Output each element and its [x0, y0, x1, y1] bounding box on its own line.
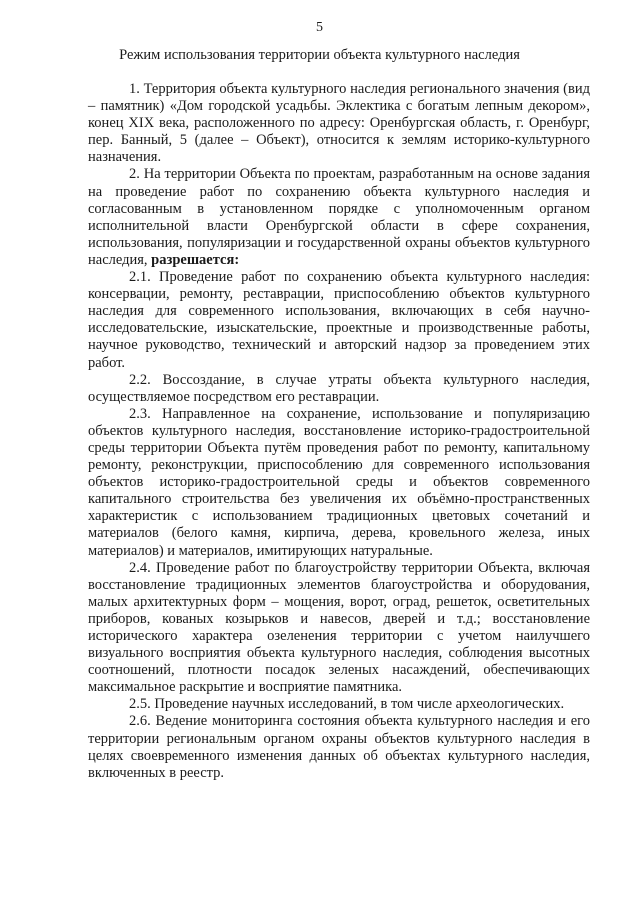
paragraph-text: 2.4. Проведение работ по благоустройству территории Объекта, включая восстановление традиционных элементов благоустройства и оборудования, малых архитектурных форм – мощения, ворот, оград, решеток, осветительных приборов, кованых козырьков и навесов, дверей и т.д.; восстановление исторического характера озеленения территории с учетом наилучшего визуального восприятия объекта культурного наследия, соблюдения высотных соотношений, плотности посадок зеленых насаждений, обеспечивающих максимальное раскрытие и восприятие памятника.	[88, 559, 590, 696]
document-body	[88, 81, 590, 782]
paragraph-bold-text: разрешается:	[151, 251, 240, 268]
paragraph-2-4	[88, 560, 590, 697]
paragraph-text: 2.2. Воссоздание, в случае утраты объекта культурного наследия, осуществляемое посредством его реставрации.	[88, 371, 590, 405]
paragraph-2-1	[88, 269, 590, 372]
paragraph-text: 2.6. Ведение мониторинга состояния объекта культурного наследия и его территории региональным органом охраны объектов культурного наследия в целях своевременного изменения данных об объектах культурного наследия, включенных в реестр.	[88, 713, 590, 781]
paragraph-2-6	[88, 713, 590, 781]
paragraph-text: 2. На территории Объекта по проектам, разработанным на основе задания на проведение работ по сохранению объекта культурного наследия и согласованным в установленном порядке с уполномоченным органом исполнительной власти Оренбургской области в сфере сохранения, использования, популяризации и государственной охраны объектов культурного наследия,	[88, 166, 590, 268]
paragraph-text: 2.5. Проведение научных исследований, в том числе археологических.	[129, 696, 565, 713]
paragraph-2	[88, 166, 590, 269]
paragraph-2-5	[88, 696, 590, 713]
paragraph-text: 1. Территория объекта культурного наследия регионального значения (вид – памятник) «Дом городской усадьбы. Эклектика с богатым лепным декором», конец XIX века, расположенного по адресу: Оренбургская область, г. Оренбург, пер. Банный, 5 (далее – Объект), относится к землям историко-культурного назначения.	[88, 81, 590, 166]
section-title: Режим использования территории объекта культурного наследия	[119, 47, 520, 63]
paragraph-2-2	[88, 372, 590, 406]
paragraph-text: 2.3. Направленное на сохранение, использование и популяризацию объектов культурного наследия, восстановление историко-градостроительной среды территории Объекта путём проведения работ по ремонту, капитальному ремонту, реконструкции, приспособлению для современного использования объектов историко-градостроительной среды и объектов современного капитального строительства без увеличения их объёмно-пространственных характеристик с использованием традиционных цветовых сочетаний и материалов (белого камня, кирпича, дерева, кровельного железа, иных материалов) и материалов, имитирующих натуральные.	[88, 405, 590, 559]
paragraph-1	[88, 81, 590, 166]
paragraph-2-3	[88, 406, 590, 560]
paragraph-text: 2.1. Проведение работ по сохранению объекта культурного наследия: консервации, ремонту, реставрации, приспособлению объектов культурного наследия для современного использования, включающих в себя научно-исследовательские, изыскательские, проектные и производственные работы, научное руководство, технический и авторский надзор за проведением этих работ.	[88, 269, 590, 371]
page-number: 5	[316, 20, 323, 35]
